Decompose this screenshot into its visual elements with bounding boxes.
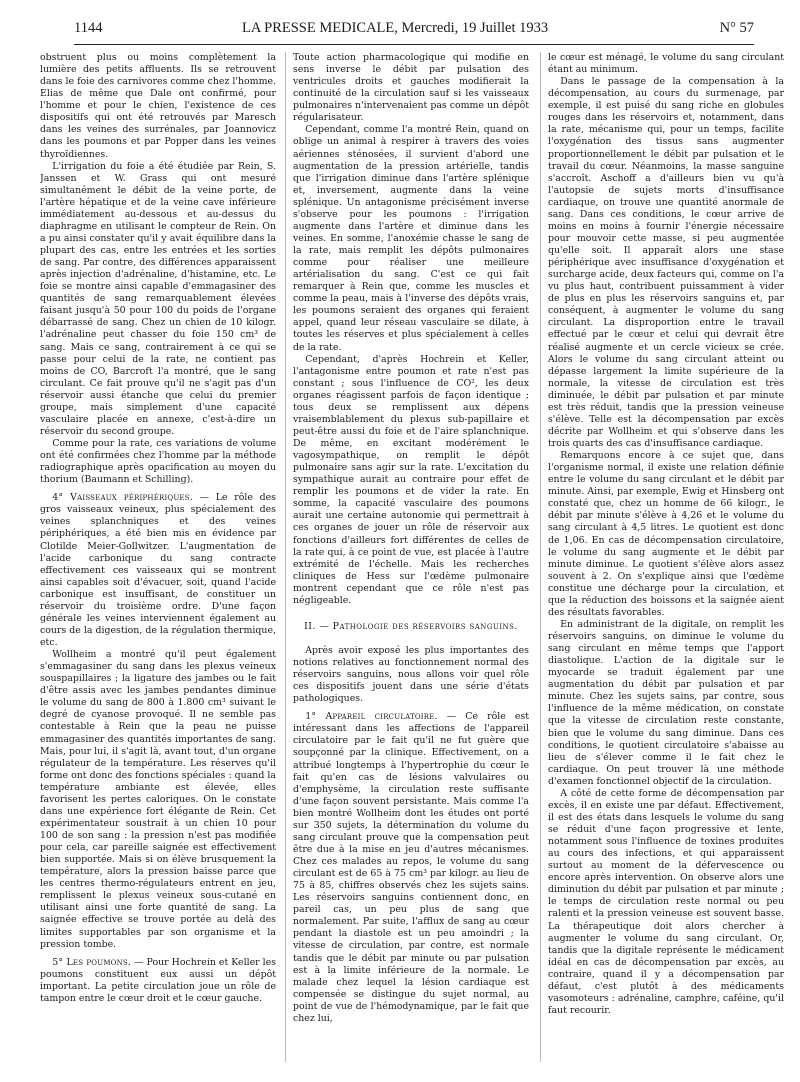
subsection-heading: 4° Vaisseaux périphériques.: [52, 492, 193, 504]
paragraph: A côté de cette forme de décompensation par excès, il en existe une par défaut. Effectivement, il est des états dans lesquels le volume du sang se réduit d'une façon progressive et lente, notamment sous l'influence de toxines produites au cours des infections, et qui apparaissent surtout au moment de la défervescence ou encore après intervention. On observe alors une diminution du débit par pulsation et par minute ; le temps de circulation reste normal ou peu ralenti et la pression veineuse est souvent basse. La thérapeutique doit alors chercher à augmenter le volume du sang circulant. Or, tandis que la digitale représente le médicament idéal en cas de décompensation par excès, au contraire, quand il y a décompensation par défaut, c'est plutôt à des médicaments vasomoteurs : adrénaline, camphre, caféine, qu'il faut recourir.: [548, 787, 784, 1016]
paragraph: [40, 957, 276, 1005]
paragraph: [40, 492, 276, 649]
paragraph: Comme pour la rate, ces variations de volume ont été confirmées chez l'homme par la méthode radiographique après opacification au moyen du thorium (Baumann et Schilling).: [40, 438, 276, 486]
subsection-heading: 5° Les poumons.: [52, 956, 132, 968]
paragraph: Remarquons encore à ce sujet que, dans l'organisme normal, il existe une relation définie entre le volume du sang circulant et le débit par minute. Ainsi, par exemple, Ewig et Hinsberg ont constaté que, chez un homme de 66 kilogr., le débit par minute s'élève à 4,26 et le volume du sang circulant à 4,5 litres. Le quotient est donc de 1,06. En cas de décompensation circulatoire, le volume du sang augmente et le débit par minute diminue. Le quotient s'élève alors assez souvent à 2. On s'explique ainsi que l'œdème constitue une décharge pour la circulation, et que la réduction des boissons et la saignée aient des résultats favorables.: [548, 450, 784, 618]
paragraph: Dans le passage de la compensation à la décompensation, au cours du surmenage, par exemple, il est puisé du sang riche en globules rouges dans les réservoirs et, notamment, dans la rate, mécanisme qui, pour un temps, facilite l'oxygénation des tissus sans augmenter proportionnellement le débit par pulsation et le travail du cœur. Néanmoins, la masse sanguine s'accroît. Aschoff a d'ailleurs bien vu qu'à l'autopsie de sujets morts d'insuffisance cardiaque, on trouve une quantité anormale de sang. Dans ces conditions, le cœur arrive de moins en moins à fournir l'énergie nécessaire pour mouvoir cette masse, si peu augmentée qu'elle soit. Il apparaît alors une stase périphérique avec insuffisance d'oxygénation et surcharge acide, deux facteurs qui, comme on l'a vu plus haut, contribuent puissamment à vider de plus en plus les réservoirs sanguins et, par conséquent, à augmenter le volume du sang circulant. La disproportion entre le travail effectué par le cœur et celui qui devrait être réalisé augmente et un cercle vicieux se crée. Alors le volume du sang circulant atteint ou dépasse largement la limite supérieure de la normale, la vitesse de circulation est très diminuée, le débit par pulsation et par minute est très réduit, tandis que la pression veineuse s'élève. Telle est la décompensation par excès décrite par Wollheim et qui s'observe dans les trois quarts des cas d'insuffisance cardiaque.: [548, 76, 784, 449]
running-header: [74, 20, 754, 42]
paragraph: Cependant, comme l'a montré Rein, quand on oblige un animal à respirer à travers des voies aériennes sténosées, il survient d'abord une augmentation de la pression artérielle, tandis que l'irrigation diminue dans l'artère splénique et, inversement, augmente dans la veine splénique. Un antagonisme précisément inverse s'observe pour les poumons : l'irrigation augmente dans l'artère et diminue dans les veines. En somme, l'anoxémie chasse le sang de la rate, mais remplit les dépôts pulmonaires comme pour réaliser une meilleure artérialisation du sang. C'est ce qui fait remarquer à Rein que, comme les muscles et comme la peau, mais à l'inverse des dépôts vrais, les poumons seraient des organes qui feraient appel, quand leur réseau vasculaire se dilate, à toutes les réserves et plus spécialement à celles de la rate.: [293, 124, 529, 353]
paragraph-text: — Le rôle des gros vaisseaux veineux, plus spécialement des veines splanchniques et des veines périphériques, a été bien mis en évidence par Clotilde Meier-Gollwitzer. L'augmentation de l'acide carbonique du sang contracte effectivement ces vaisseaux qui se montrent ainsi capables soit d'évacuer, soit, quand l'acide carbonique est insuffisant, de constituer un réservoir du troisième ordre. D'une façon générale les veines interviennent également au cours de la digestion, de la régulation thermique, etc.: [40, 492, 276, 648]
column-1: [40, 52, 276, 1067]
subsection-heading: 1° Appareil circulatoire.: [305, 711, 438, 723]
paragraph-text: — Ce rôle est intéressant dans les affections de l'appareil circulatoire par le fait qu'il ne fut guère que soupçonné par la clinique. Effectivement, on a attribué longtemps à l'hypertrophie du cœur le fait qu'en cas de lésions valvulaires ou d'emphysème, la circulation reste suffisante d'une façon souvent persistante. Mais comme l'a bien montré Wollheim dont les études ont porté sur 350 sujets, la détermination du volume du sang circulant prouve que la compensation peut être due à la mise en jeu d'autres mécanismes. Chez ces malades au repos, le volume du sang circulant est de 65 à 75 cm³ par kilogr. au lieu de 75 à 85, chiffres observés chez les sujets sains. Les réservoirs sanguins contiennent donc, en pareil cas, un peu plus de sang que normalement. Par suite, l'afflux de sang au cœur pendant la diastole est un peu amoindri ; la vitesse de circulation, par contre, est normale tandis que le débit par minute ou par pulsation est à la limite inférieure de la normale. Le malade chez lequel la lésion cardiaque est compensée se distingue du sujet normal, au point de vue de l'hémodynamique, par le fait que chez lui,: [293, 711, 529, 1024]
issue-number: N° 57: [719, 20, 754, 36]
header-rule: [74, 44, 754, 45]
article-body: [40, 52, 785, 1067]
paragraph: En administrant de la digitale, on remplit les réservoirs sanguins, on diminue le volume du sang circulant en même temps que l'apport diastolique. L'action de la digitale sur le myocarde se traduit également par une augmentation du débit par pulsation et par minute. Chez les sujets sains, par contre, sous l'influence de la même médication, on constate que la vitesse de circulation reste constante, bien que le volume du sang diminue. Dans ces conditions, le quotient circulatoire s'abaisse au lieu de s'élever comme il le fait chez le cardiaque. On peut trouver là une méthode d'examen fonctionnel objectif de la circulation.: [548, 618, 784, 787]
page-number: 1144: [74, 20, 103, 36]
paragraph: obstruent plus ou moins complètement la lumière des petits affluents. Ils se retrouvent dans le foie des carnivores comme chez l'homme. Elias de même que Dale ont confirmé, pour l'homme et pour le chien, l'existence de ces dispositifs qui ont été retrouvés par Maresch dans les veines des surrénales, par Joannovicz dans les poumons et par Popper dans les veines thyroïdiennes.: [40, 52, 276, 160]
paragraph: Cependant, d'après Hochrein et Keller, l'antagonisme entre poumon et rate n'est pas constant ; sous l'influence de CO², les deux organes réagissent parfois de façon identique ; tous deux se remplissent aux dépens vraisemblablement du plexus sub-papillaire et peut-être aussi du foie et de l'aire splanchnique. De même, en excitant modérément le vagosympathique, on remplit le dépôt pulmonaire sans agir sur la rate. L'excitation du sympathique aurait au contraire pour effet de remplir les poumons et de vider la rate. En somme, la capacité vasculaire des poumons aurait une certaine autonomie qui permettrait à ces organes de jouer un rôle de réservoir aux fonctions d'ailleurs fort différentes de celles de la rate qui, à ce point de vue, est placée à l'autre extrémité de l'échelle. Mais les recherches cliniques de Hess sur l'œdème pulmonaire montrent cependant que ce rôle n'est pas négligeable.: [293, 353, 529, 606]
paragraph: le cœur est ménagé, le volume du sang circulant étant au minimum.: [548, 52, 784, 76]
paragraph: Toute action pharmacologique qui modifie en sens inverse le débit par pulsation des ventricules droits et gauches modifierait la continuité de la circulation sauf si les vaisseaux pulmonaires n'intervenaient pas comme un dépôt régularisateur.: [293, 52, 529, 124]
paragraph: Après avoir exposé les plus importantes des notions relatives au fonctionnement normal des réservoirs sanguins, nous allons voir quel rôle ces dispositifs jouent dans une série d'états pathologiques.: [293, 644, 529, 705]
section-heading: II. — Pathologie des réservoirs sanguins.: [304, 620, 518, 632]
column-2: [293, 52, 529, 1067]
paragraph: [293, 711, 529, 1025]
paragraph: Wollheim a montré qu'il peut également s'emmagasiner du sang dans les plexus veineux souspapillaires ; la ligature des jambes ou le fait d'être assis avec les jambes pendantes diminue le volume du sang de 800 à 1.800 cm³ suivant le degré de cyanose provoqué. Il ne semble pas contestable à Rein que la peau ne puisse emmagasiner des quantités importantes de sang. Mais, pour lui, il s'agit là, avant tout, d'un organe régulateur de la température. Les réserves qu'il forme ont donc des fonctions spéciales : quand la température ambiante est élevée, elles favorisent les pertes caloriques. On le constate dans une expérience fort élégante de Rein. Cet expérimentateur soustrait à un chien 10 pour 100 de son sang : la pression n'est pas modifiée pour cela, car pareille saignée est effectivement bien supportée. Mais si on élève brusquement la température, alors la pression baisse parce que les centres thermo-régulateurs entrent en jeu, remplissent le plexus veineux sous-cutané en utilisant ainsi une forte quantité de sang. La saignée effective se trouve portée au delà des limites supportables par son organisme et la pression tombe.: [40, 649, 276, 950]
column-3: [548, 52, 784, 1067]
column-divider: [285, 52, 286, 1062]
paragraph-text: — Pour Hochrein et Keller les poumons constituent eux aussi un dépôt important. La petite circulation joue un rôle de tampon entre le cœur droit et le cœur gauche.: [40, 956, 276, 1004]
column-divider: [540, 52, 541, 1062]
journal-title: LA PRESSE MEDICALE, Mercredi, 19 Juillet 1933: [242, 20, 549, 36]
paragraph: L'irrigation du foie a été étudiée par Rein, S. Janssen et W. Grass qui ont mesuré simultanément le débit de la veine porte, de l'artère hépatique et de la veine cave inférieure immédiatement au-dessous et au-dessus du diaphragme en utilisant le compteur de Rein. On a pu ainsi constater qu'il y avait équilibre dans la plupart des cas, entre les entrées et les sorties de sang. Par contre, des différences apparaissent après injection d'adrénaline, d'histamine, etc. Le foie se montre ainsi capable d'emmagasiner des quantités de sang remarquablement élevées faisant jusqu'à 50 pour 100 du poids de l'organe débarrassé de sang. Chez un chien de 10 kilogr. l'adrénaline peut chasser du foie 150 cm³ de sang. Mais ce sang, contrairement à ce qui se passe pour celui de la rate, ne contient pas moins de CO, Barcroft l'a montré, que le sang circulant. Ce fait prouve qu'il ne s'agit pas d'un réservoir aussi étanche que celui du premier groupe, mais simplement d'une capacité vasculaire placée en annexe, c'est-à-dire un réservoir du second groupe.: [40, 160, 276, 437]
